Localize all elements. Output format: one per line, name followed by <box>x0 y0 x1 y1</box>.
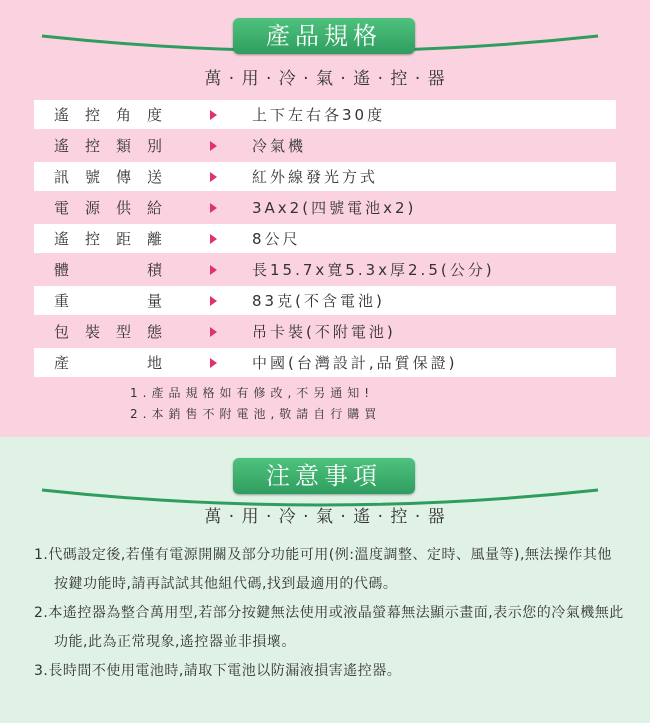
arrow-right-icon <box>210 110 217 120</box>
spec-label: 遙控距離 <box>54 230 164 248</box>
spec-row <box>34 317 616 346</box>
caution-item: 2.本遙控器為整合萬用型,若部分按鍵無法使用或液晶螢幕無法顯示畫面,表示您的冷氣機無此功能,此為正常現象,遙控器並非損壞。 <box>34 605 624 650</box>
spec-note: 2.本銷售不附電池,敬請自行購買 <box>130 407 382 421</box>
spec-value: 8公尺 <box>252 230 301 248</box>
spec-note: 1.產品規格如有修改,不另通知! <box>130 386 375 400</box>
arrow-right-icon <box>210 141 217 151</box>
spec-row <box>34 100 616 129</box>
spec-row <box>34 286 616 315</box>
spec-label: 遙控角度 <box>54 106 164 124</box>
spec-label: 電源供給 <box>54 199 164 217</box>
arrow-right-icon <box>210 172 217 182</box>
spec-label: 產地 <box>54 354 164 372</box>
spec-notes <box>130 383 550 425</box>
caution-item: 1.代碼設定後,若僅有電源開關及部分功能可用(例:溫度調整、定時、風量等),無法操作其他按鍵功能時,請再試試其他組代碼,找到最適用的代碼。 <box>34 547 612 592</box>
arrow-right-icon <box>210 296 217 306</box>
spec-label: 訊號傳送 <box>54 168 164 186</box>
spec-value: 83克(不含電池) <box>252 292 385 310</box>
spec-title: 產品規格 <box>233 18 415 54</box>
caution-list <box>34 541 624 686</box>
spec-subtitle: 萬 · 用 · 冷 · 氣 · 遙 · 控 · 器 <box>204 69 446 89</box>
spec-value: 紅外線發光方式 <box>252 168 379 186</box>
caution-item: 3.長時間不使用電池時,請取下電池以防漏液損害遙控器。 <box>34 663 402 679</box>
spec-label: 包裝型態 <box>54 323 164 341</box>
spec-value: 中國(台灣設計,品質保證) <box>252 354 458 372</box>
spec-row <box>34 193 616 222</box>
arrow-right-icon <box>210 327 217 337</box>
spec-label: 體積 <box>54 261 164 279</box>
arrow-right-icon <box>210 203 217 213</box>
spec-label: 遙控類別 <box>54 137 164 155</box>
caution-subtitle: 萬 · 用 · 冷 · 氣 · 遙 · 控 · 器 <box>204 507 446 527</box>
spec-value: 上下左右各30度 <box>252 106 386 124</box>
spec-row <box>34 224 616 253</box>
spec-value: 3Ax2(四號電池x2) <box>252 199 417 217</box>
spec-row <box>34 162 616 191</box>
caution-title: 注意事項 <box>233 458 415 494</box>
arrow-right-icon <box>210 234 217 244</box>
arrow-right-icon <box>210 265 217 275</box>
spec-label: 重量 <box>54 292 164 310</box>
arrow-right-icon <box>210 358 217 368</box>
spec-title-banner <box>0 0 650 60</box>
spec-row <box>34 131 616 160</box>
spec-row <box>34 348 616 377</box>
spec-value: 冷氣機 <box>252 137 307 155</box>
spec-value: 長15.7x寬5.3x厚2.5(公分) <box>252 261 495 279</box>
spec-value: 吊卡裝(不附電池) <box>252 323 396 341</box>
spec-row <box>34 255 616 284</box>
